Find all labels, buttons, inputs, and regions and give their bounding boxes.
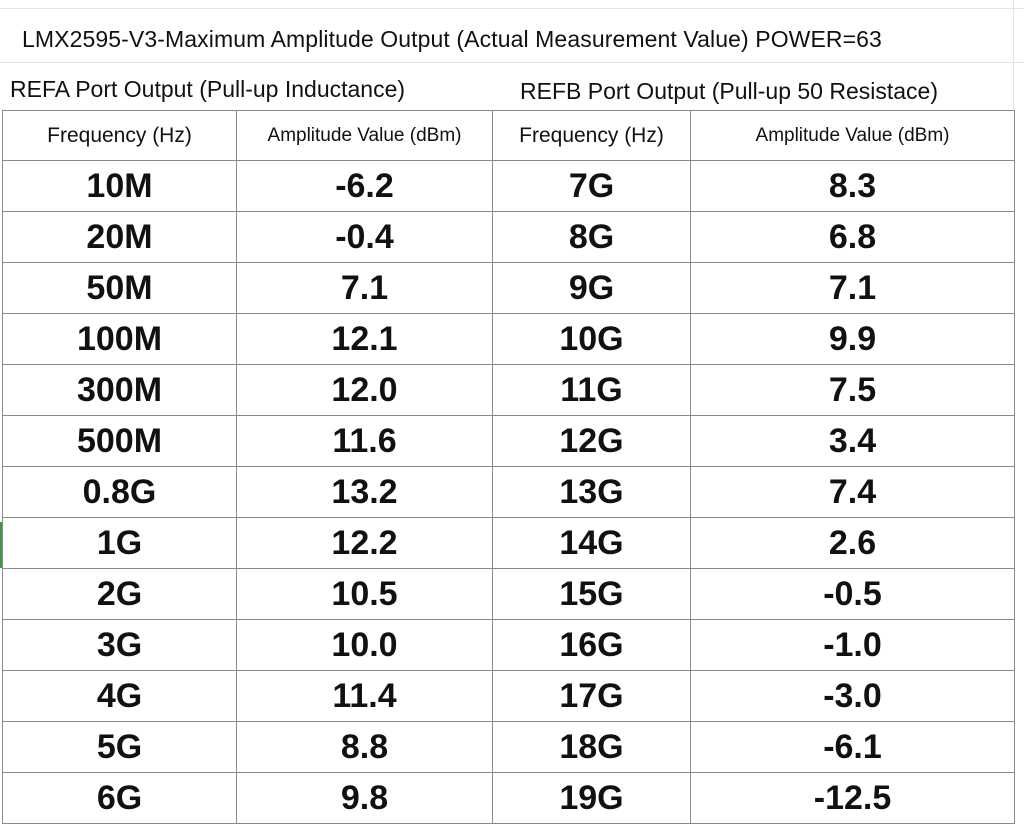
table-row: [3, 416, 1015, 467]
cell-frequency-refa[interactable]: 100M: [3, 314, 237, 365]
cell-frequency-refb[interactable]: 19G: [493, 773, 691, 824]
cell-frequency-refb[interactable]: 13G: [493, 467, 691, 518]
cell-frequency-refb[interactable]: 7G: [493, 161, 691, 212]
cell-amplitude-refa[interactable]: 7.1: [237, 263, 493, 314]
cell-amplitude-refb[interactable]: 7.1: [691, 263, 1015, 314]
table-body: [3, 161, 1015, 824]
cell-frequency-refa[interactable]: 10M: [3, 161, 237, 212]
cell-frequency-refa[interactable]: 0.8G: [3, 467, 237, 518]
cell-amplitude-refb[interactable]: 6.8: [691, 212, 1015, 263]
refa-section-label: REFA Port Output (Pull-up Inductance): [10, 76, 406, 102]
cell-frequency-refb[interactable]: 10G: [493, 314, 691, 365]
cell-frequency-refa[interactable]: 5G: [3, 722, 237, 773]
gridline: [1013, 0, 1014, 110]
cell-frequency-refa[interactable]: 6G: [3, 773, 237, 824]
refb-section-label: REFB Port Output (Pull-up 50 Resistace): [520, 78, 938, 104]
cell-amplitude-refa[interactable]: 11.6: [237, 416, 493, 467]
cell-amplitude-refb[interactable]: -3.0: [691, 671, 1015, 722]
table-row: [3, 314, 1015, 365]
cell-amplitude-refb[interactable]: -12.5: [691, 773, 1015, 824]
cell-amplitude-refa[interactable]: 10.5: [237, 569, 493, 620]
cell-frequency-refa[interactable]: 2G: [3, 569, 237, 620]
cell-amplitude-refb[interactable]: 3.4: [691, 416, 1015, 467]
header-amplitude-refa[interactable]: Amplitude Value (dBm): [237, 111, 493, 161]
header-frequency-refb[interactable]: Frequency (Hz): [493, 111, 691, 161]
cell-frequency-refa[interactable]: 1G: [3, 518, 237, 569]
cell-frequency-refa[interactable]: 3G: [3, 620, 237, 671]
table-row: [3, 518, 1015, 569]
cell-amplitude-refb[interactable]: 7.5: [691, 365, 1015, 416]
cell-amplitude-refa[interactable]: -6.2: [237, 161, 493, 212]
header-amplitude-refb[interactable]: Amplitude Value (dBm): [691, 111, 1015, 161]
cell-amplitude-refb[interactable]: 9.9: [691, 314, 1015, 365]
cell-frequency-refa[interactable]: 500M: [3, 416, 237, 467]
cell-amplitude-refa[interactable]: -0.4: [237, 212, 493, 263]
cell-amplitude-refa[interactable]: 10.0: [237, 620, 493, 671]
cell-amplitude-refb[interactable]: -0.5: [691, 569, 1015, 620]
cell-frequency-refa[interactable]: 4G: [3, 671, 237, 722]
cell-amplitude-refb[interactable]: 7.4: [691, 467, 1015, 518]
cell-amplitude-refb[interactable]: 2.6: [691, 518, 1015, 569]
cell-amplitude-refa[interactable]: 12.1: [237, 314, 493, 365]
table-row: [3, 671, 1015, 722]
table-row: [3, 161, 1015, 212]
cell-frequency-refb[interactable]: 17G: [493, 671, 691, 722]
cell-amplitude-refa[interactable]: 11.4: [237, 671, 493, 722]
cell-frequency-refb[interactable]: 15G: [493, 569, 691, 620]
cell-amplitude-refb[interactable]: 8.3: [691, 161, 1015, 212]
table-row: [3, 722, 1015, 773]
table-row: [3, 620, 1015, 671]
cell-frequency-refb[interactable]: 12G: [493, 416, 691, 467]
table-row: [3, 212, 1015, 263]
page-title: LMX2595-V3-Maximum Amplitude Output (Actual Measurement Value) POWER=63: [22, 26, 882, 52]
table-row: [3, 569, 1015, 620]
cell-frequency-refb[interactable]: 16G: [493, 620, 691, 671]
cell-amplitude-refa[interactable]: 9.8: [237, 773, 493, 824]
measurement-table: [2, 110, 1015, 824]
cell-frequency-refb[interactable]: 18G: [493, 722, 691, 773]
cell-frequency-refb[interactable]: 14G: [493, 518, 691, 569]
cell-amplitude-refa[interactable]: 8.8: [237, 722, 493, 773]
cell-frequency-refa[interactable]: 20M: [3, 212, 237, 263]
cell-amplitude-refa[interactable]: 12.2: [237, 518, 493, 569]
cell-amplitude-refa[interactable]: 13.2: [237, 467, 493, 518]
gridline: [0, 8, 1024, 9]
cell-frequency-refa[interactable]: 50M: [3, 263, 237, 314]
cell-frequency-refb[interactable]: 9G: [493, 263, 691, 314]
cell-frequency-refa[interactable]: 300M: [3, 365, 237, 416]
cell-frequency-refb[interactable]: 8G: [493, 212, 691, 263]
table-header-row: [3, 111, 1015, 161]
cell-amplitude-refa[interactable]: 12.0: [237, 365, 493, 416]
header-frequency-refa[interactable]: Frequency (Hz): [3, 111, 237, 161]
table-row: [3, 365, 1015, 416]
table-row: [3, 467, 1015, 518]
cell-frequency-refb[interactable]: 11G: [493, 365, 691, 416]
cell-amplitude-refb[interactable]: -6.1: [691, 722, 1015, 773]
table-row: [3, 773, 1015, 824]
cell-amplitude-refb[interactable]: -1.0: [691, 620, 1015, 671]
table-row: [3, 263, 1015, 314]
gridline: [0, 62, 1024, 63]
